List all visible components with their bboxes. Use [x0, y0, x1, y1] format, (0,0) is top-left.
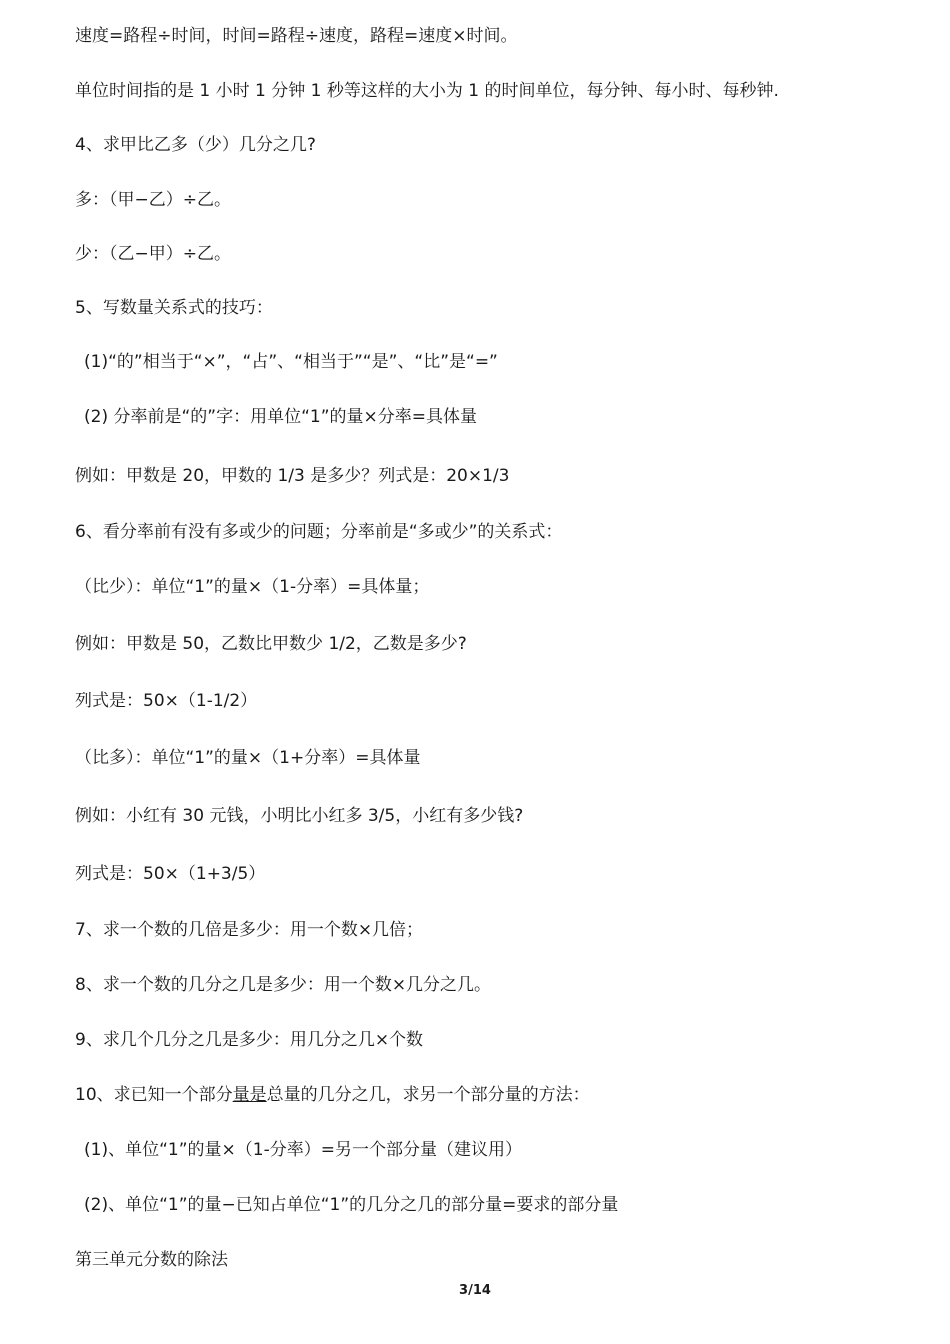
page-number: 3/14 — [459, 1283, 491, 1298]
text-line-21: (1)、单位“1”的量×（1-分率）=另一个部分量（建议用） — [84, 1140, 522, 1160]
text-line-15: 例如：小红有 30 元钱，小明比小红多 3/5，小红有多少钱? — [75, 806, 524, 826]
text-line-5: 少：（乙−甲）÷乙。 — [75, 244, 231, 264]
text-line-18: 8、求一个数的几分之几是多少：用一个数×几分之几。 — [75, 975, 492, 995]
text-line-6: 5、写数量关系式的技巧： — [75, 298, 273, 318]
text-line-11: （比少）：单位“1”的量×（1-分率）=具体量； — [75, 577, 430, 597]
underlined-text: 量是 — [232, 1085, 267, 1105]
text-line-14: （比多）：单位“1”的量×（1+分率）=具体量 — [75, 748, 421, 768]
text-line-7: (1)“的”相当于“×”，“占”、“相当于”“是”、“比”是“=” — [84, 352, 498, 372]
text-line-17: 7、求一个数的几倍是多少：用一个数×几倍； — [75, 920, 424, 940]
text-line-3: 4、求甲比乙多（少）几分之几? — [75, 135, 316, 155]
text-line-16: 列式是：50×（1+3/5） — [75, 864, 266, 884]
text-line-12: 例如：甲数是 50，乙数比甲数少 1/2，乙数是多少? — [75, 634, 467, 654]
text-line-9: 例如：甲数是 20，甲数的 1/3 是多少？列式是：20×1/3 — [75, 466, 510, 486]
text-line-22: (2)、单位“1”的量−已知占单位“1”的几分之几的部分量=要求的部分量 — [84, 1195, 619, 1215]
text-line-10: 6、看分率前有没有多或少的问题；分率前是“多或少”的关系式： — [75, 522, 563, 542]
section-heading: 第三单元分数的除法 — [75, 1250, 228, 1270]
text-line-1: 速度=路程÷时间，时间=路程÷速度，路程=速度×时间。 — [75, 26, 518, 46]
text-line-8: (2) 分率前是“的”字：用单位“1”的量×分率=具体量 — [84, 407, 478, 427]
text-line-19: 9、求几个几分之几是多少：用几分之几×个数 — [75, 1030, 424, 1050]
text-line-20 — [75, 1084, 590, 1106]
text-line-20-before: 10、求已知一个部分 — [75, 1085, 233, 1105]
text-line-13: 列式是：50×（1-1/2） — [75, 691, 258, 711]
text-line-2: 单位时间指的是 1 小时 1 分钟 1 秒等这样的大小为 1 的时间单位，每分钟、每小时、每秒钟. — [75, 81, 779, 101]
text-line-20-after: 总量的几分之几，求另一个部分量的方法： — [266, 1085, 590, 1105]
text-line-4: 多：（甲−乙）÷乙。 — [75, 190, 231, 210]
